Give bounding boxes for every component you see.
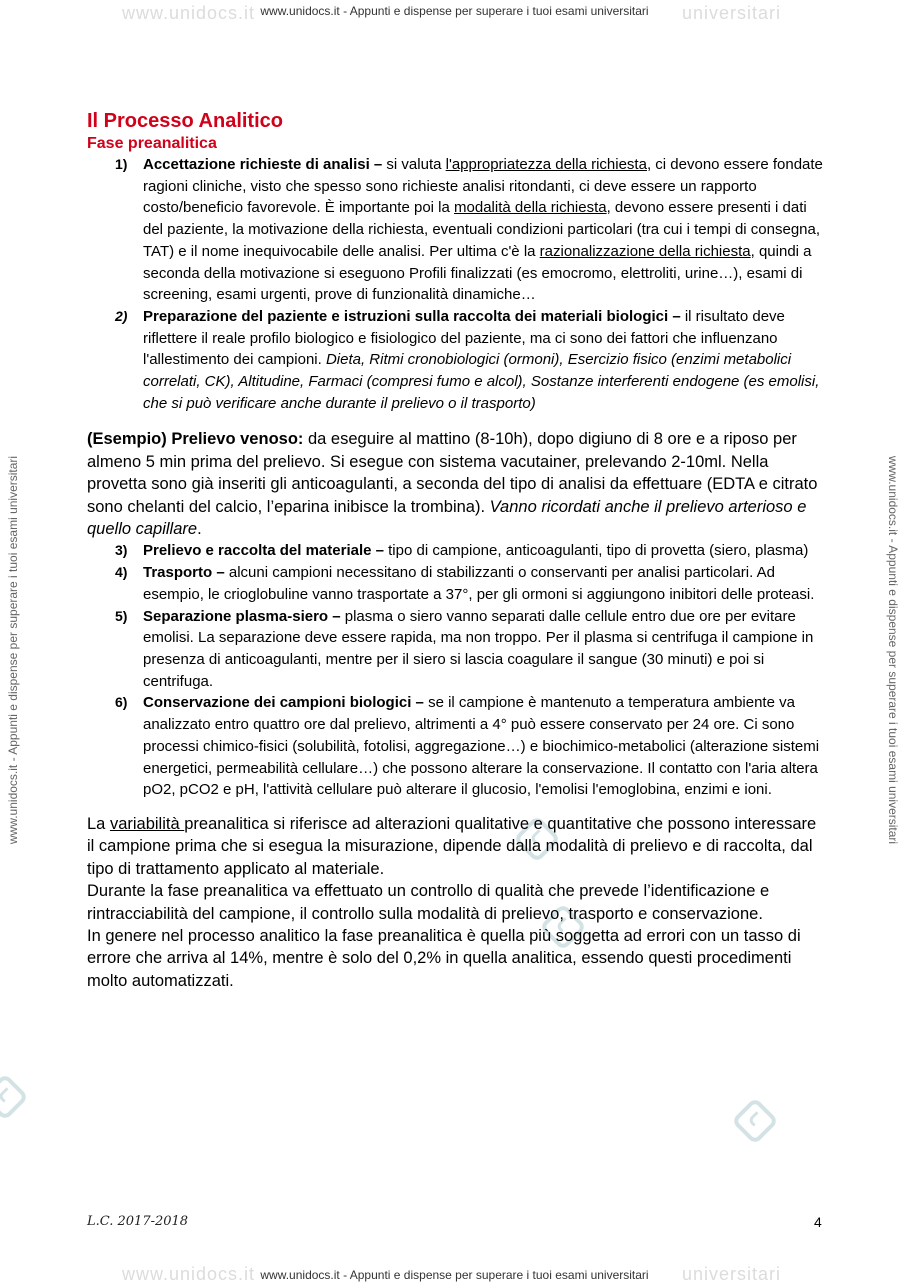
- list-item-2: [87, 306, 827, 415]
- watermark-side-left: www.unidocs.it - Appunti e dispense per superare i tuoi esami universitari: [6, 455, 20, 845]
- item-underlined: razionalizzazione della richiesta: [539, 242, 751, 260]
- item-heading: Preparazione del paziente e istruzioni sulla raccolta dei materiali biologici –: [143, 307, 681, 325]
- item-heading: Accettazione richieste di analisi –: [143, 156, 383, 173]
- example-text: .: [197, 520, 202, 539]
- item-text: se il campione è mantenuto a temperatura ambiente va analizzato entro quattro ore dal prelievo, altrimenti a 4° può essere conservato per 24 ore. Ci sono processi chimico-fisici (solubilità, fotolisi, aggregazione…) e biochimico-metabolici (alterazione sistemi energetici, permeabilità cellulare…) che possono alterare la conservazione. Il contatto con l'aria altera pO2, pCO2 e pH, l'attività cellulare può alterare il glucosio, l'emolisi l'emoglobina, enzimi e ioni.: [143, 694, 820, 799]
- item-number: 4): [115, 564, 128, 581]
- paragraph-underlined: variabilità: [109, 814, 185, 833]
- paragraph-text: preanalitica si riferisce ad alterazioni qualitative e quantitative che possono interessare il campione prima che si esegua la misurazione, dipende dalla modalità di prelievo e di raccolta, dal tipo di trattamento applicato al materiale.: [87, 814, 817, 878]
- item-text: , devono essere presenti i dati del paziente, la motivazione della richiesta, eventuali condizioni particolari (tra cui i tempi di consegna, TAT) e il nome inequivocabile delle analisi. Per ultima c'è la: [143, 199, 821, 260]
- list-item-6: [87, 692, 827, 801]
- unidocs-logo-icon: [731, 1097, 779, 1145]
- item-number: 3): [115, 542, 128, 559]
- example-heading: (Esempio) Prelievo venoso:: [87, 430, 304, 449]
- watermark-ghost-left: www.unidocs.it: [122, 3, 256, 23]
- example-text: da eseguire al mattino (8-10h), dopo digiuno di 8 ore e a riposo per almeno 5 min prima del prelievo. Si esegue con sistema vacutainer, prelevando 2-10ml. Nella provetta sono già inseriti gli anticoagulanti, a seconda del tipo di analisi da effettuare (EDTA e citrato sono chelanti del calcio, l’eparina inibisce la trombina).: [87, 430, 818, 516]
- page-number: 4: [814, 1214, 822, 1230]
- item-text: , ci devono essere fondate ragioni cliniche, visto che spesso sono richieste analisi ritondanti, ci deve essere un rapporto costo/beneficio favorevole. È importante poi la: [143, 156, 823, 217]
- closing-paragraph-3: In genere nel processo analitico la fase preanalitica è quella più soggetta ad errori con un tasso di errore che arriva al 14%, mentre è solo del 0,2% in quella analitica, essendo questi procedimenti molto automatizzati.: [87, 926, 801, 990]
- list-item-3: [87, 540, 827, 562]
- item-heading: Separazione plasma-siero –: [143, 607, 341, 625]
- item-number: 6): [115, 694, 128, 711]
- watermark-header: www.unidocs.it - Appunti e dispense per superare i tuoi esami universitari: [260, 4, 649, 18]
- item-number: 2): [115, 307, 128, 324]
- list-item-4: [87, 562, 827, 605]
- item-heading: Conservazione dei campioni biologici –: [143, 694, 424, 712]
- list-item-1: [87, 154, 827, 306]
- closing-paragraph-2: Durante la fase preanalitica va effettuato un controllo di qualità che prevede l’identificazione e rintracciabilità del campione, il controllo sulla modalità di prelievo, trasporto e conservazione.: [87, 882, 770, 923]
- author-signature: L.C. 2017-2018: [87, 1214, 189, 1229]
- page-content: [87, 108, 827, 992]
- watermark-side-right: www.unidocs.it - Appunti e dispense per superare i tuoi esami universitari: [886, 455, 900, 845]
- item-number: 1): [115, 156, 128, 172]
- example-italic: Vanno ricordati anche il prelievo arterioso e quello capillare: [87, 497, 807, 539]
- item-text: alcuni campioni necessitano di stabilizzanti o conservanti per analisi particolari. Ad esempio, le crioglobuline vanno trasportate a 37°, per gli ormoni si aggiungono inibitori delle proteasi.: [143, 564, 815, 603]
- item-text: tipo di campione, anticoagulanti, tipo di provetta (siero, plasma): [383, 542, 809, 560]
- watermark-ghost-right: universitari: [682, 1264, 782, 1284]
- item-underlined: modalità della richiesta: [454, 199, 607, 217]
- item-underlined: l'appropriatezza della richiesta: [445, 156, 647, 173]
- page-title: Il Processo Analitico: [87, 110, 283, 132]
- item-heading: Prelievo e raccolta del materiale –: [143, 542, 384, 560]
- watermark-footer: www.unidocs.it - Appunti e dispense per superare i tuoi esami universitari: [260, 1268, 649, 1282]
- item-italic: Dieta, Ritmi cronobiologici (ormoni), Esercizio fisico (enzimi metabolici correlati, CK), Altitudine, Farmaci (compresi fumo e alcol), Sostanze interferenti endogene (es emolisi, che si può verificare anche durante il prelievo o il trasporto): [143, 351, 820, 412]
- example-paragraph: [87, 428, 827, 540]
- closing-paragraph-1: [87, 813, 827, 880]
- list-item-5: [87, 606, 827, 693]
- item-heading: Trasporto –: [143, 564, 225, 582]
- item-text: , quindi a seconda della motivazione si eseguono Profili finalizzati (es emocromo, elettroliti, urine…), esami di screening, esami urgenti, prove di funzionalità dinamiche…: [143, 242, 812, 304]
- watermark-ghost-left: www.unidocs.it: [122, 1264, 256, 1284]
- paragraph-text: La: [87, 814, 110, 833]
- item-number: 5): [115, 607, 128, 624]
- section-subtitle: Fase preanalitica: [87, 135, 217, 152]
- item-text: si valuta: [382, 156, 446, 173]
- item-text: il risultato deve riflettere il reale profilo biologico e fisiologico del paziente, ma ci sono dei fattori che influenzano l'allestimento dei campioni.: [143, 307, 785, 369]
- item-text: plasma o siero vanno separati dalle cellule entro due ore per evitare emolisi. La separazione deve essere rapida, ma non troppo. Per il plasma si centrifuga il campione in presenza di anticoagulanti, mentre per il siero si lascia coagulare il sangue (30 minuti) e poi si centrifuga.: [143, 607, 814, 690]
- watermark-ghost-right: universitari: [682, 3, 782, 23]
